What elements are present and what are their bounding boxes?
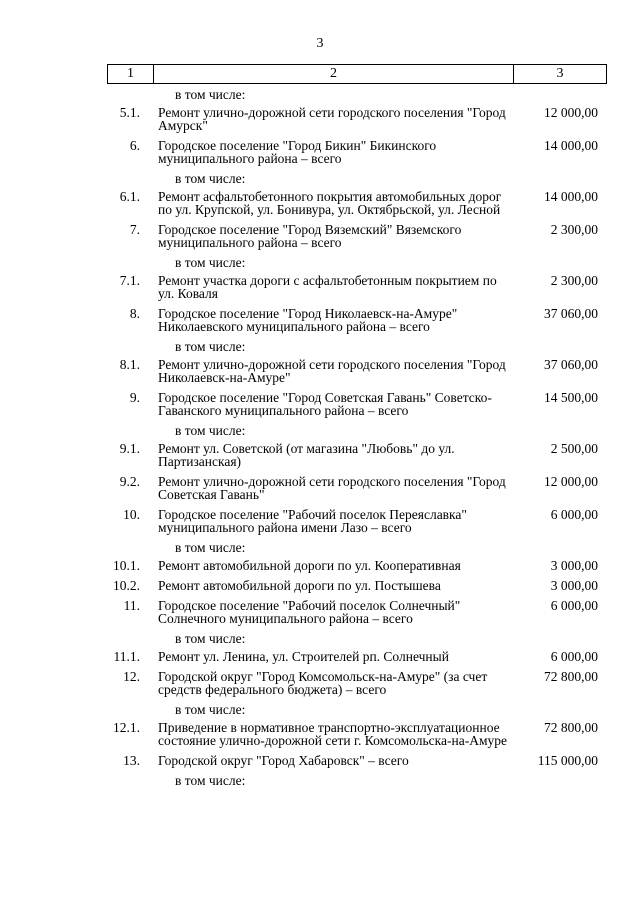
row-number: 6.1. bbox=[119, 189, 140, 204]
subheading-row bbox=[0, 256, 640, 269]
row-number: 9. bbox=[129, 390, 140, 405]
row-number: 9.1. bbox=[119, 441, 140, 456]
row-amount: 14 500,00 bbox=[544, 390, 598, 405]
row-amount: 6 000,00 bbox=[550, 507, 598, 522]
row-amount: 3 000,00 bbox=[550, 578, 598, 593]
row-text: Ремонт участка дороги с асфальтобетонным покрытием по ул. Коваля bbox=[158, 273, 497, 301]
row-text: Ремонт улично-дорожной сети городского поселения "Город Советская Гавань" bbox=[158, 474, 506, 502]
row-amount: 6 000,00 bbox=[550, 598, 598, 613]
row-amount: 12 000,00 bbox=[544, 474, 598, 489]
row-number: 10.2. bbox=[113, 578, 140, 593]
table-row bbox=[0, 442, 640, 468]
row-amount: 2 500,00 bbox=[550, 441, 598, 456]
row-number: 5.1. bbox=[119, 105, 140, 120]
row-number: 6. bbox=[129, 138, 140, 153]
row-text: Ремонт ул. Советской (от магазина "Любовь" до ул. Партизанская) bbox=[158, 441, 455, 469]
row-text: Ремонт автомобильной дороги по ул. Кооперативная bbox=[158, 558, 461, 573]
row-text: в том числе: bbox=[175, 540, 246, 555]
table-row bbox=[0, 475, 640, 501]
row-text: Ремонт улично-дорожной сети городского поселения "Город Амурск" bbox=[158, 105, 506, 133]
row-text: Городское поселение "Рабочий поселок Переяславка" муниципального района имени Лазо – всего bbox=[158, 507, 467, 535]
page-number: 3 bbox=[316, 36, 324, 51]
row-number: 7.1. bbox=[119, 273, 140, 288]
row-amount: 115 000,00 bbox=[537, 753, 598, 768]
row-text: Городское поселение "Город Николаевск-на-Амуре" Николаевского муниципального района – всего bbox=[158, 306, 458, 334]
row-text: Городской округ "Город Комсомольск-на-Амуре" (за счет средств федерального бюджета) – всего bbox=[158, 669, 488, 697]
row-number: 8.1. bbox=[119, 357, 140, 372]
table-row bbox=[0, 650, 640, 663]
table-row bbox=[0, 508, 640, 534]
header-col-1: 1 bbox=[108, 65, 154, 83]
table-row bbox=[0, 599, 640, 625]
row-text: Приведение в нормативное транспортно-эксплуатационное состояние улично-дорожной сети г. Комсомольска-на-Амуре bbox=[158, 720, 507, 748]
row-number: 12. bbox=[123, 669, 140, 684]
row-amount: 72 800,00 bbox=[544, 669, 598, 684]
row-text: в том числе: bbox=[175, 339, 246, 354]
row-amount: 2 300,00 bbox=[550, 222, 598, 237]
table-header bbox=[107, 64, 607, 84]
table-row bbox=[0, 391, 640, 417]
row-text: в том числе: bbox=[175, 702, 246, 717]
table-row bbox=[0, 307, 640, 333]
subheading-row bbox=[0, 88, 640, 101]
table-body bbox=[0, 88, 640, 792]
row-text: Ремонт автомобильной дороги по ул. Постышева bbox=[158, 578, 441, 593]
row-amount: 6 000,00 bbox=[550, 649, 598, 664]
row-number: 13. bbox=[123, 753, 140, 768]
subheading-row bbox=[0, 541, 640, 554]
table-row bbox=[0, 358, 640, 384]
table-row bbox=[0, 274, 640, 300]
row-number: 11.1. bbox=[113, 649, 140, 664]
row-amount: 37 060,00 bbox=[544, 357, 598, 372]
table-row bbox=[0, 139, 640, 165]
table-row bbox=[0, 190, 640, 216]
row-text: Ремонт улично-дорожной сети городского поселения "Город Николаевск-на-Амуре" bbox=[158, 357, 506, 385]
row-text: в том числе: bbox=[175, 631, 246, 646]
table-row bbox=[0, 754, 640, 767]
subheading-row bbox=[0, 172, 640, 185]
table-row bbox=[0, 579, 640, 592]
row-text: в том числе: bbox=[175, 255, 246, 270]
row-amount: 72 800,00 bbox=[544, 720, 598, 735]
row-text: в том числе: bbox=[175, 87, 246, 102]
row-number: 10. bbox=[123, 507, 140, 522]
row-text: Ремонт ул. Ленина, ул. Строителей рп. Солнечный bbox=[158, 649, 449, 664]
row-amount: 2 300,00 bbox=[550, 273, 598, 288]
row-amount: 14 000,00 bbox=[544, 138, 598, 153]
row-text: Городское поселение "Город Вяземский" Вяземского муниципального района – всего bbox=[158, 222, 462, 250]
table-row bbox=[0, 223, 640, 249]
row-text: в том числе: bbox=[175, 171, 246, 186]
header-col-3: 3 bbox=[556, 66, 564, 81]
row-text: Городское поселение "Рабочий поселок Солнечный" Солнечного муниципального района – всего bbox=[158, 598, 461, 626]
header-col-2: 2 bbox=[154, 65, 514, 83]
table-row bbox=[0, 670, 640, 696]
row-amount: 12 000,00 bbox=[544, 105, 598, 120]
row-amount: 3 000,00 bbox=[550, 558, 598, 573]
row-text: Городское поселение "Город Советская Гавань" Советско-Гаванского муниципального района – всего bbox=[158, 390, 492, 418]
row-number: 9.2. bbox=[119, 474, 140, 489]
subheading-row bbox=[0, 340, 640, 353]
row-text: в том числе: bbox=[175, 773, 246, 788]
row-number: 8. bbox=[129, 306, 140, 321]
row-number: 10.1. bbox=[113, 558, 140, 573]
row-text: Ремонт асфальтобетонного покрытия автомобильных дорог по ул. Крупской, ул. Бонивура, ул. Октябрьской, ул. Лесной bbox=[158, 189, 502, 217]
subheading-row bbox=[0, 632, 640, 645]
row-text: Городское поселение "Город Бикин" Бикинского муниципального района – всего bbox=[158, 138, 437, 166]
table-row bbox=[0, 559, 640, 572]
subheading-row bbox=[0, 424, 640, 437]
row-number: 12.1. bbox=[113, 720, 140, 735]
subheading-row bbox=[0, 703, 640, 716]
subheading-row bbox=[0, 774, 640, 787]
table-row bbox=[0, 721, 640, 747]
table-row bbox=[0, 106, 640, 132]
row-amount: 14 000,00 bbox=[544, 189, 598, 204]
row-amount: 37 060,00 bbox=[544, 306, 598, 321]
row-text: в том числе: bbox=[175, 423, 246, 438]
row-text: Городской округ "Город Хабаровск" – всего bbox=[158, 753, 409, 768]
row-number: 11. bbox=[123, 598, 140, 613]
row-number: 7. bbox=[129, 222, 140, 237]
